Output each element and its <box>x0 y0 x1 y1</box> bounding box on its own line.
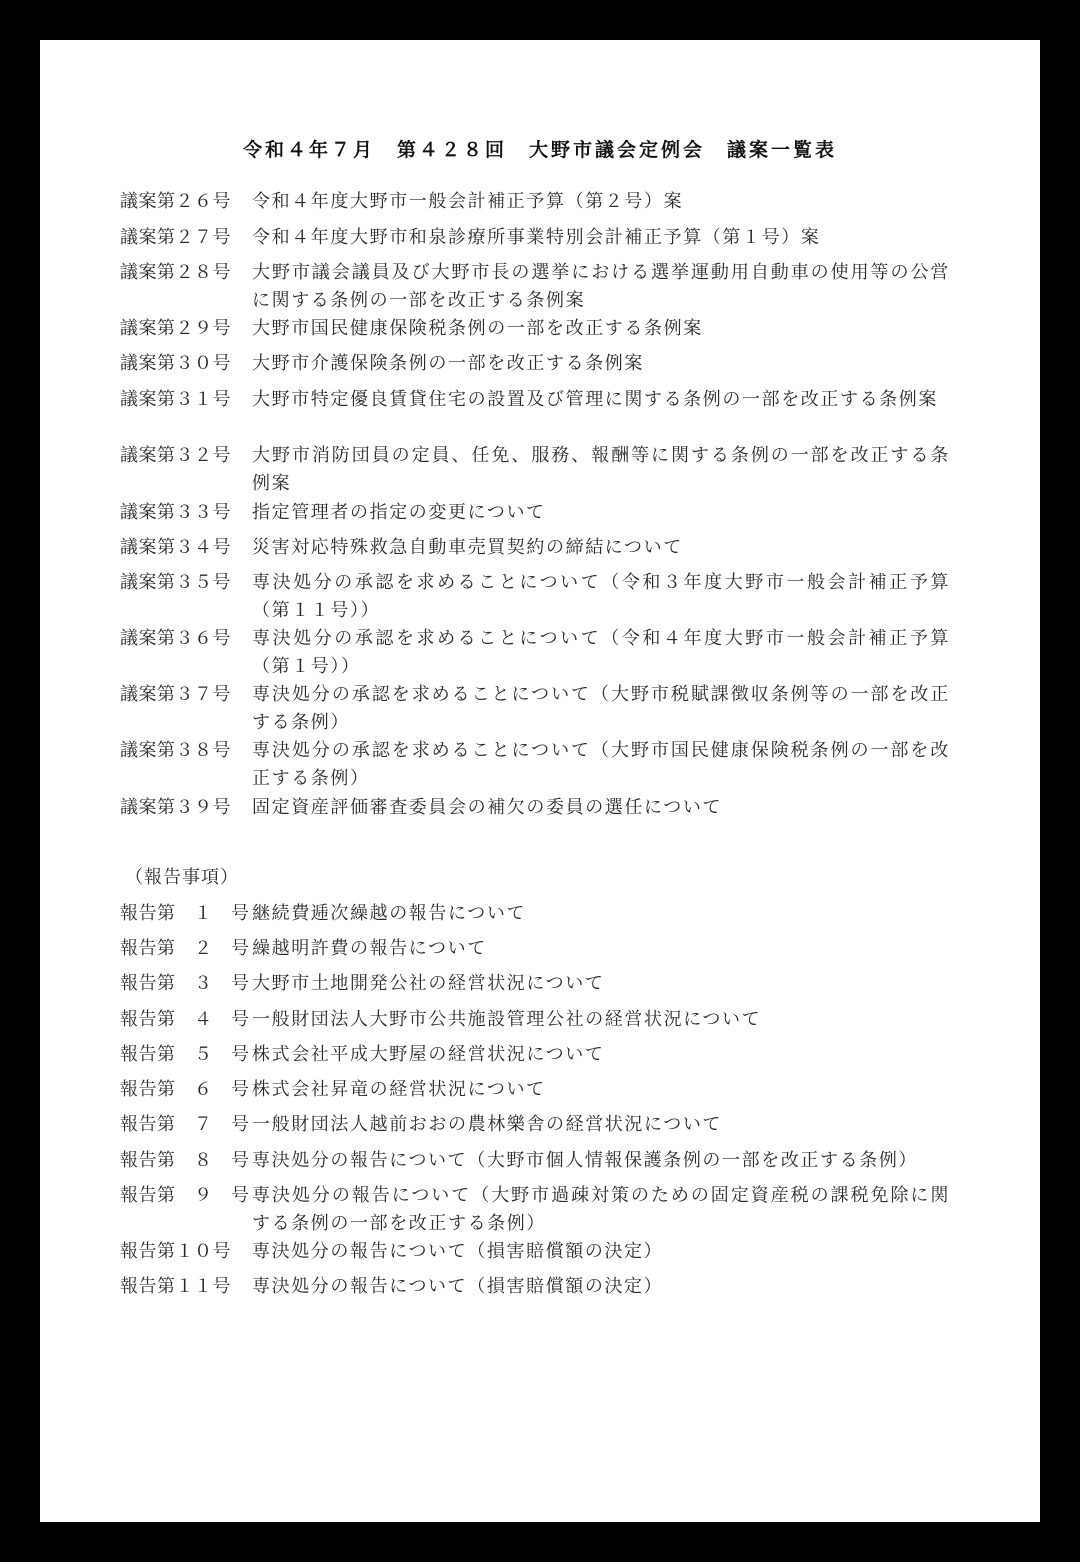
report-title: 一般財団法人越前おおの農林樂舎の経営状況について <box>252 1114 723 1135</box>
report-item <box>120 970 950 998</box>
report-title: 継続費逓次繰越の報告について <box>252 903 527 924</box>
report-title: 一般財団法人大野市公共施設管理公社の経営状況について <box>252 1009 762 1030</box>
bill-number: 議案第３７号 <box>120 684 231 705</box>
report-number: 報告第 ５ 号 <box>120 1044 250 1065</box>
report-item <box>120 1041 950 1069</box>
bill-title: 大野市国民健康保険税条例の一部を改正する条例案 <box>252 318 703 339</box>
report-item <box>120 1182 950 1238</box>
bill-number: 議案第３２号 <box>120 445 231 466</box>
bill-title: 大野市特定優良賃貸住宅の設置及び管理に関する条例の一部を改正する条例案 <box>252 389 938 410</box>
report-number: 報告第１０号 <box>120 1241 231 1262</box>
report-item <box>120 900 950 928</box>
bill-item <box>120 625 950 681</box>
bill-title: 大野市介護保険条例の一部を改正する条例案 <box>252 353 644 374</box>
report-title: 株式会社昇竜の経営状況について <box>252 1079 546 1100</box>
report-item <box>120 935 950 963</box>
bill-item <box>120 499 950 527</box>
bill-item <box>120 315 950 343</box>
bill-title: 大野市議会議員及び大野市長の選挙における選挙運動用自動車の使用等の公営に関する条例の一部を改正する条例案 <box>252 262 950 311</box>
report-title: 繰越明許費の報告について <box>252 938 487 959</box>
bill-number: 議案第２８号 <box>120 262 231 283</box>
report-number: 報告第 ６ 号 <box>120 1079 250 1100</box>
bill-title: 専決処分の承認を求めることについて（令和４年度大野市一般会計補正予算（第１号）） <box>252 628 950 677</box>
bill-number: 議案第３０号 <box>120 353 231 374</box>
bill-item <box>120 386 950 414</box>
report-item <box>120 1147 950 1175</box>
document-title: 令和４年７月 第４２８回 大野市議会定例会 議案一覧表 <box>242 139 837 161</box>
report-title: 株式会社平成大野屋の経営状況について <box>252 1044 605 1065</box>
report-item <box>120 1273 950 1301</box>
reports-heading: （報告事項） <box>125 867 239 888</box>
report-number: 報告第１１号 <box>120 1276 231 1297</box>
bill-title: 令和４年度大野市一般会計補正予算（第２号）案 <box>252 191 684 212</box>
bill-number: 議案第２７号 <box>120 227 231 248</box>
report-item <box>120 1238 950 1266</box>
bill-item <box>120 737 950 793</box>
report-title: 専決処分の報告について（損害賠償額の決定） <box>252 1276 664 1297</box>
bill-number: 議案第３８号 <box>120 740 231 761</box>
bill-item <box>120 569 950 625</box>
bill-title: 専決処分の承認を求めることについて（令和３年度大野市一般会計補正予算（第１１号）） <box>252 572 950 621</box>
bill-number: 議案第２９号 <box>120 318 231 339</box>
report-number: 報告第 ４ 号 <box>120 1009 250 1030</box>
bill-number: 議案第３５号 <box>120 572 231 593</box>
bill-number: 議案第３９号 <box>120 797 231 818</box>
bill-title: 大野市消防団員の定員、任免、服務、報酬等に関する条例の一部を改正する条例案 <box>252 445 950 494</box>
bill-title: 令和４年度大野市和泉診療所事業特別会計補正予算（第１号）案 <box>252 227 821 248</box>
report-number: 報告第 ３ 号 <box>120 973 250 994</box>
document-page <box>40 40 1040 1522</box>
bill-item <box>120 224 950 252</box>
bill-item <box>120 350 950 378</box>
report-item <box>120 1111 950 1139</box>
report-title: 専決処分の報告について（大野市過疎対策のための固定資産税の課税免除に関する条例の一部を改正する条例） <box>252 1185 950 1234</box>
bill-number: 議案第３４号 <box>120 537 231 558</box>
bill-number: 議案第３６号 <box>120 628 231 649</box>
bill-item <box>120 681 950 737</box>
report-number: 報告第 ２ 号 <box>120 938 250 959</box>
report-number: 報告第 ７ 号 <box>120 1114 250 1135</box>
bill-title: 災害対応特殊救急自動車売買契約の締結について <box>252 537 683 558</box>
bill-item <box>120 188 950 216</box>
bill-number: 議案第２６号 <box>120 191 231 212</box>
bill-title: 指定管理者の指定の変更について <box>252 502 546 523</box>
bill-title: 固定資産評価審査委員会の補欠の委員の選任について <box>252 797 723 818</box>
report-number: 報告第 ９ 号 <box>120 1185 250 1206</box>
report-title: 大野市土地開発公社の経営状況について <box>252 973 605 994</box>
report-title: 専決処分の報告について（大野市個人情報保護条例の一部を改正する条例） <box>252 1150 919 1171</box>
bill-number: 議案第３３号 <box>120 502 231 523</box>
bill-number: 議案第３１号 <box>120 389 231 410</box>
report-number: 報告第 ８ 号 <box>120 1150 250 1171</box>
report-item <box>120 1076 950 1104</box>
bill-title: 専決処分の承認を求めることについて（大野市国民健康保険税条例の一部を改正する条例） <box>252 740 950 789</box>
bill-title: 専決処分の承認を求めることについて（大野市税賦課徴収条例等の一部を改正する条例） <box>252 684 950 733</box>
report-title: 専決処分の報告について（損害賠償額の決定） <box>252 1241 664 1262</box>
bill-item <box>120 794 950 822</box>
report-number: 報告第 １ 号 <box>120 903 250 924</box>
report-item <box>120 1006 950 1034</box>
bill-item <box>120 442 950 498</box>
bill-item <box>120 259 950 315</box>
bill-item <box>120 534 950 562</box>
